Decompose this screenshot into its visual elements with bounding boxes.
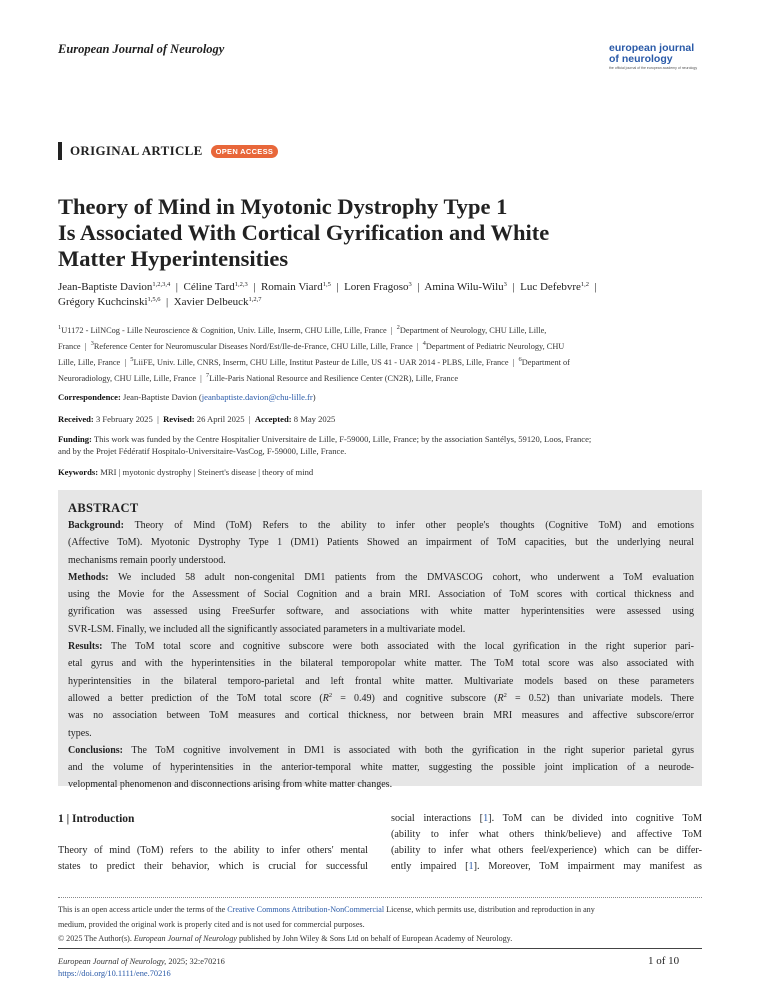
abstract-line	[68, 742, 694, 759]
abstract-line: was no association between ToM measures and cortical thickness, nor between brain MRI measures and affective subscore/error	[68, 710, 694, 722]
page-number: 1 of 10	[648, 955, 680, 967]
correspondence-email[interactable]: jeanbaptiste.davion@chu-lille.fr	[201, 392, 313, 402]
affiliations	[58, 323, 718, 387]
footer-citation-line	[58, 956, 225, 968]
abstract-line: hyperintensities in the bilateral temporo-parietal and left frontal white matter. Multivariate models based on these parameters	[68, 675, 694, 687]
affil-separator: |	[84, 342, 87, 351]
license-journal: European Journal of Neurology	[133, 934, 237, 943]
logo-line-1: european journal	[609, 42, 695, 54]
r-squared-exponent: 2	[503, 691, 507, 699]
title-line: Matter Hyperintensities	[58, 246, 289, 271]
affiliation-2: Department of Neurology, CHU Lille, Lille,	[399, 326, 547, 335]
abstract-line	[68, 690, 694, 707]
logo-tagline: the official journal of the european academy of neurology	[609, 66, 698, 70]
intro-left-column	[58, 843, 368, 875]
funding-line	[58, 433, 591, 445]
author-name[interactable]: Céline Tard	[183, 281, 235, 293]
affiliation-5: LiiFE, Univ. Lille, CNRS, Inserm, CHU Lille, Institut Pasteur de Lille, US 41 - UAR 2014 - PLBS, Lille, France	[133, 358, 509, 367]
author-name[interactable]: Loren Fragoso	[344, 281, 409, 293]
abstract-heading: ABSTRACT	[68, 501, 139, 515]
received-date: 3 February 2025	[95, 414, 153, 424]
date-separator: |	[248, 414, 251, 424]
funding-text-1: This work was funded by the Centre Hospitalier Universitaire de Lille, F-59000, Lille, France; by the association Santélys, 59120, Loos, France;	[93, 434, 592, 444]
citation-link[interactable]: 1	[483, 813, 489, 824]
author-separator: |	[512, 281, 515, 293]
footer-journal: European Journal of Neurology,	[58, 957, 167, 966]
author-separator: |	[253, 281, 256, 293]
abstract-content	[68, 500, 694, 794]
body-line: (ability to infer what others feel/experience) which can be differ-	[391, 845, 702, 856]
author-separator: |	[594, 281, 597, 293]
results-label: Results:	[68, 641, 103, 653]
revised-label: Revised:	[163, 414, 195, 424]
affiliation-2-cont: France	[58, 342, 81, 351]
body-text: ently impaired [	[391, 861, 469, 872]
author-affil-sup: 1,5	[322, 281, 331, 288]
received-label: Received:	[58, 414, 94, 424]
affiliation-1: U1172 - LilNCog - Lille Neuroscience & Cognition, Univ. Lille, Inserm, CHU Lille, Lille, France	[61, 326, 387, 335]
affiliation-line: $^1$U1172 - LilNCog - Lille Neuroscience & Cognition, Univ. Lille, Inserm, CHU Lille, Lille, France | $^2$Department of Neurology, CHU Lille, Lille,	[58, 324, 547, 335]
author-list	[58, 280, 718, 310]
license-line	[58, 903, 708, 918]
affil-separator: |	[200, 374, 202, 383]
abstract-line: and the volume of hyperintensities in the anterior-temporal white matter, suggesting the possible joint implication of a neurode-	[68, 762, 694, 774]
affiliation-7: Lille-Paris National Resource and Resilience Center (CN2R), Lille, France	[209, 374, 459, 383]
r-squared-symbol: R	[497, 692, 504, 704]
license-text: © 2025 The Author(s).	[58, 934, 134, 943]
funding-text-2: and by the Projet Fédératif Hospitalo-Universitaire-VasCog, F-59000, Lille, France.	[58, 446, 347, 456]
journal-logo[interactable]	[609, 43, 719, 70]
footer-citation	[58, 956, 225, 979]
affil-separator: |	[390, 326, 393, 335]
funding-label: Funding:	[58, 434, 92, 444]
abstract-text: = 0.52) than univariate models. There	[506, 692, 694, 704]
author-affil-sup: 1,2	[580, 281, 590, 288]
license-text: This is an open access article under the terms of the	[58, 905, 228, 914]
license-text: License, which permits use, distribution and reproduction in any	[384, 905, 595, 914]
correspondence-name: Jean-Baptiste Davion (	[123, 392, 202, 402]
author-affil-sup: 1,5,6	[147, 296, 161, 303]
license-text: published by John Wiley & Sons Ltd on behalf of European Academy of Neurology.	[236, 934, 513, 943]
author-name[interactable]: Romain Viard	[260, 281, 323, 293]
author-affil-sup: 3	[408, 281, 412, 288]
conclusions-label: Conclusions:	[68, 744, 124, 756]
revised-date: 26 April 2025	[196, 414, 245, 424]
license-notice	[58, 903, 708, 947]
affiliation-4-cont: Lille, Lille, France	[58, 358, 121, 367]
abstract-line: types.	[68, 727, 92, 739]
abstract-line: gyrification was assessed using FreeSurfer software, and associations with white matter hyperintensities were assessed using	[68, 606, 694, 618]
author-affil-sup: 1,2,3	[234, 281, 248, 288]
affiliation-line: Lille, Lille, France | $^5$LiiFE, Univ. Lille, CNRS, Inserm, CHU Lille, Institut Pasteur de Lille, US 41 - UAR 2014 - PLBS, Lille, France | $^6$Department of	[58, 356, 570, 367]
body-line: states to predict their behavior, which is crucial for successful	[58, 861, 368, 872]
license-line: medium, provided the original work is properly cited and is not used for commercial purposes.	[58, 919, 365, 929]
article-title	[58, 194, 708, 272]
accepted-date: 8 May 2025	[293, 414, 336, 424]
body-line: Theory of mind (ToM) refers to the ability to infer others' mental	[58, 845, 368, 856]
author-affil-sup: 1,2,7	[248, 296, 262, 303]
logo-line-2: of neurology	[609, 53, 673, 65]
author-name[interactable]: Grégory Kuchcinski	[58, 296, 148, 308]
methods-label: Methods:	[68, 571, 109, 583]
article-dates	[58, 413, 335, 425]
abstract-text: We included 58 adult non-congenital DM1 patients from the DMVASCOG cohort, who underwent a ToM evaluation	[118, 571, 694, 583]
author-name[interactable]: Jean-Baptiste Davion	[58, 281, 153, 293]
abstract-line	[68, 569, 694, 586]
abstract-text: allowed a better prediction of the ToM total score (	[68, 692, 323, 704]
accepted-label: Accepted:	[254, 414, 292, 424]
citation-link[interactable]: 1	[468, 861, 474, 872]
open-access-badge[interactable]: OPEN ACCESS	[211, 145, 279, 158]
funding-line	[58, 445, 591, 457]
abstract-text: The ToM cognitive involvement in DM1 is associated with both the gyrification in the right superior parietal gyrus	[131, 744, 694, 756]
body-text: ]. ToM can be divided into cognitive ToM	[488, 813, 702, 824]
r-squared-exponent: 2	[328, 691, 333, 699]
author-name[interactable]: Amina Wilu-Wilu	[424, 281, 504, 293]
footer-doi-link[interactable]: https://doi.org/10.1111/ene.70216	[58, 968, 171, 978]
affiliation-line: Neuroradiology, CHU Lille, Lille, France | $^7$Lille-Paris National Resource and Resilience Center (CN2R), Lille, France	[58, 372, 459, 383]
body-line	[391, 811, 702, 827]
author-line	[58, 280, 718, 295]
article-type-bar	[58, 142, 62, 160]
keywords	[58, 466, 313, 478]
affiliation-3: Reference Center for Neuromuscular Diseases Nord/Est/Ile-de-France, CHU Lille, Lille, France	[93, 342, 413, 351]
affiliation-6-cont: Neuroradiology, CHU Lille, Lille, France	[58, 374, 196, 383]
author-separator: |	[417, 281, 420, 293]
abstract-line: (Affective ToM). Myotonic Dystrophy Type 1 (DM1) Patients Showed an impairment of ToM capacities, but the underlying neural	[68, 537, 694, 549]
title-line: Is Associated With Cortical Gyrification and White	[58, 220, 550, 245]
abstract-line: SVR-LSM. Finally, we included all the significantly associated parameters in a multivariate model.	[68, 623, 466, 635]
funding	[58, 433, 591, 457]
license-line	[58, 932, 708, 947]
date-separator: |	[157, 414, 159, 424]
article-type-label: ORIGINAL ARTICLE	[70, 143, 203, 158]
abstract-line: velopmental phenomenon and disconnections arising from white matter changes.	[68, 779, 393, 791]
affil-separator: |	[416, 342, 419, 351]
body-text: social interactions [	[391, 813, 484, 824]
abstract-text: Theory of Mind (ToM) Refers to the ability to infer other people's thoughts (Cognitive ToM) and emotions	[134, 520, 694, 531]
footer-volume: 2025; 32:e70216	[166, 957, 225, 966]
correspondence	[58, 391, 316, 403]
keywords-label: Keywords:	[58, 467, 99, 477]
author-affil-sup: 1,2,3,4	[152, 281, 171, 288]
abstract-line	[68, 638, 694, 655]
cc-license-link[interactable]: Creative Commons Attribution-NonCommercial	[227, 905, 385, 914]
author-affil-sup: 3	[503, 281, 507, 288]
intro-right-column	[391, 811, 702, 875]
body-line	[391, 859, 702, 875]
keywords-text: MRI | myotonic dystrophy | Steinert's disease | theory of mind	[100, 467, 314, 477]
article-type-row	[58, 142, 278, 160]
journal-running-title: European Journal of Neurology	[58, 42, 225, 56]
footer-rule	[58, 948, 702, 949]
r-squared-symbol: R	[322, 692, 329, 704]
abstract-line: mechanisms remain poorly understood.	[68, 554, 226, 566]
affil-separator: |	[124, 358, 127, 367]
affiliation-4: Department of Pediatric Neurology, CHU	[425, 342, 565, 351]
author-separator: |	[175, 281, 178, 293]
body-line: (ability to infer what others think/believe) and affective ToM	[391, 829, 702, 840]
section-heading-introduction: 1 | Introduction	[58, 813, 135, 825]
title-line: Theory of Mind in Myotonic Dystrophy Type 1	[58, 194, 508, 219]
affil-separator: |	[512, 358, 515, 367]
correspondence-close: )	[312, 392, 316, 402]
author-name[interactable]: Xavier Delbeuck	[173, 296, 249, 308]
abstract-text: = 0.49) and cognitive subscore (	[332, 692, 498, 704]
affiliation-6: Department of	[521, 358, 570, 367]
author-separator: |	[336, 281, 339, 293]
background-label: Background:	[68, 520, 124, 531]
author-name[interactable]: Luc Defebvre	[520, 281, 581, 293]
abstract-line	[68, 517, 694, 534]
body-text: ]. Moreover, ToM impairment may manifest as	[473, 861, 702, 872]
correspondence-label: Correspondence:	[58, 392, 121, 402]
abstract-line: etal gyrus and with the hyperintensities in the bilateral temporopolar white matter. The ToM total score was also associated with	[68, 658, 694, 670]
author-separator: |	[166, 296, 169, 308]
abstract-box	[58, 490, 702, 791]
abstract-line: using the Movie for the Assessment of Social Cognition and a brain MRI. Association of ToM scores with cortical thickness and	[68, 589, 694, 601]
license-divider	[58, 897, 702, 898]
abstract-text: The ToM total score and cognitive subscore were both associated with the local gyrification in the right superior pari-	[111, 641, 694, 653]
author-line	[58, 295, 718, 310]
affiliation-line: France | $^3$Reference Center for Neuromuscular Diseases Nord/Est/Ile-de-France, CHU Lille, Lille, France | $^4$Department of Pediatric Neurology, CHU	[58, 340, 565, 351]
